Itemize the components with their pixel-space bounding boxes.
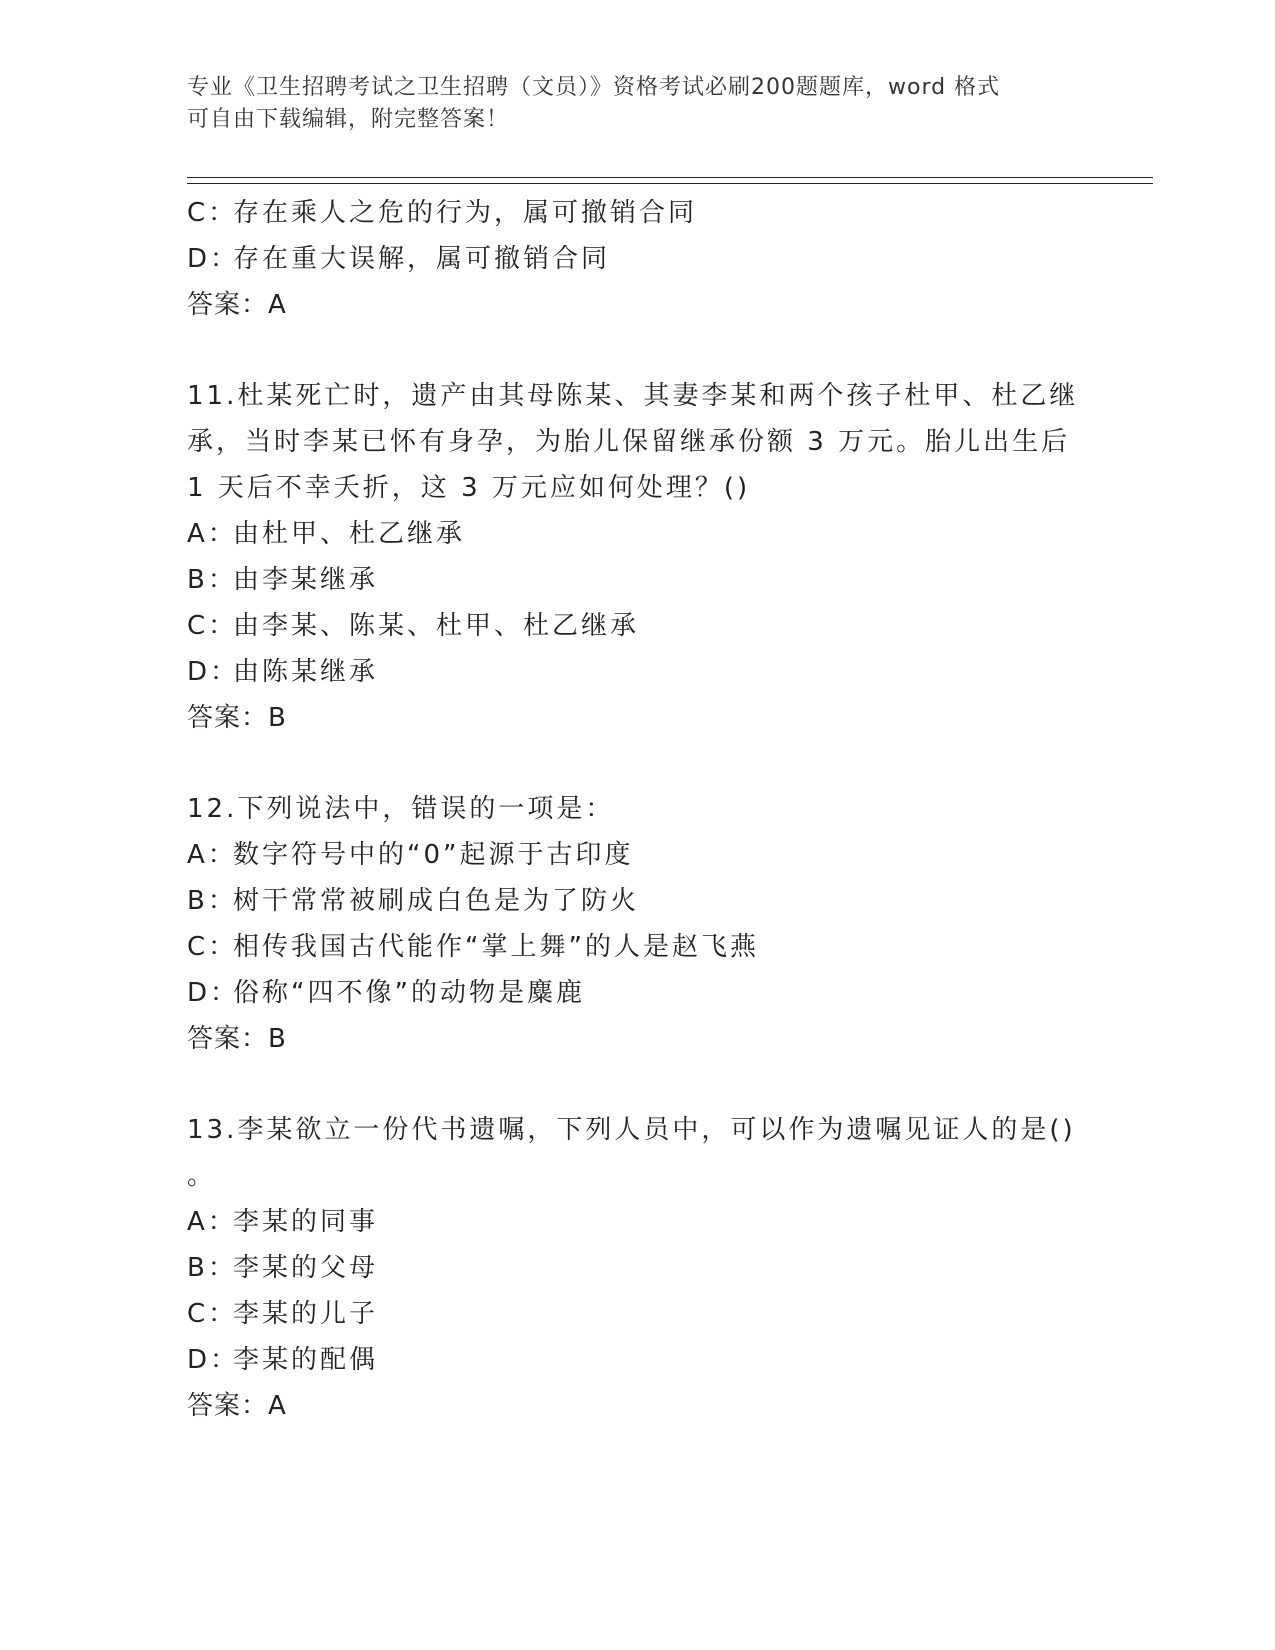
- question-block-11: [187, 373, 1087, 741]
- option-text: 由李某、陈某、杜甲、杜乙继承: [233, 611, 640, 641]
- option-label: D：: [187, 244, 240, 274]
- option-c: [187, 190, 1087, 236]
- option-label: C：: [187, 1299, 238, 1329]
- header-divider-bottom: [187, 183, 1153, 184]
- option-text: 存在重大误解，属可撤销合同: [233, 244, 611, 274]
- question-text-line: 承，当时李某已怀有身孕，为胎儿保留继承份额 3 万元。胎儿出生后: [187, 427, 1071, 457]
- option-text: 李某的同事: [233, 1207, 379, 1237]
- question-list: [187, 190, 1087, 1429]
- question-block-13: [187, 1107, 1087, 1429]
- option-label: A：: [187, 1207, 237, 1237]
- option-text: 数字符号中的“0”起源于古印度: [233, 840, 634, 870]
- document-header: [187, 72, 1067, 136]
- option-b: [187, 878, 1087, 924]
- option-text: 树干常常被刷成白色是为了防火: [233, 886, 640, 916]
- option-c: [187, 603, 1087, 649]
- option-label: B：: [187, 886, 237, 916]
- option-text: 由杜甲、杜乙继承: [233, 519, 466, 549]
- spacer: [187, 328, 1087, 373]
- option-a: [187, 832, 1087, 878]
- answer-line: 答案：A: [187, 290, 287, 320]
- option-text: 存在乘人之危的行为，属可撤销合同: [233, 198, 698, 228]
- option-text: 李某的父母: [233, 1253, 379, 1283]
- answer-line: 答案：A: [187, 1391, 287, 1421]
- option-d: [187, 236, 1087, 282]
- option-label: C：: [187, 932, 238, 962]
- question-text-line: 12.下列说法中，错误的一项是：: [187, 794, 615, 824]
- option-text: 俗称“四不像”的动物是麋鹿: [233, 978, 585, 1008]
- answer-line: 答案：B: [187, 1024, 287, 1054]
- option-label: C：: [187, 198, 238, 228]
- spacer: [187, 1062, 1087, 1107]
- option-text: 由陈某继承: [233, 657, 379, 687]
- option-b: [187, 557, 1087, 603]
- header-line-1: 专业《卫生招聘考试之卫生招聘（文员）》资格考试必刷200题题库，word 格式: [187, 75, 1001, 100]
- option-label: D：: [187, 1345, 240, 1375]
- question-text-line: 13.李某欲立一份代书遗嘱，下列人员中，可以作为遗嘱见证人的是(): [187, 1115, 1076, 1145]
- question-block-prev: [187, 190, 1087, 328]
- option-a: [187, 511, 1087, 557]
- option-text: 由李某继承: [233, 565, 379, 595]
- option-label: A：: [187, 519, 237, 549]
- option-b: [187, 1245, 1087, 1291]
- question-block-12: [187, 786, 1087, 1062]
- option-a: [187, 1199, 1087, 1245]
- option-label: D：: [187, 978, 240, 1008]
- option-label: B：: [187, 565, 237, 595]
- answer-line: 答案：B: [187, 703, 287, 733]
- header-line-2: 可自由下载编辑，附完整答案！: [187, 107, 510, 132]
- question-text-line: 11.杜某死亡时，遗产由其母陈某、其妻李某和两个孩子杜甲、杜乙继: [187, 381, 1079, 411]
- option-d: [187, 649, 1087, 695]
- spacer: [187, 741, 1087, 786]
- option-label: A：: [187, 840, 237, 870]
- option-c: [187, 924, 1087, 970]
- option-c: [187, 1291, 1087, 1337]
- question-text-line: 1 天后不幸夭折，这 3 万元应如何处理？(): [187, 473, 751, 503]
- option-d: [187, 970, 1087, 1016]
- option-text: 李某的儿子: [233, 1299, 379, 1329]
- option-label: D：: [187, 657, 240, 687]
- option-text: 李某的配偶: [233, 1345, 379, 1375]
- option-label: B：: [187, 1253, 237, 1283]
- option-text: 相传我国古代能作“掌上舞”的人是赵飞燕: [233, 932, 759, 962]
- header-divider-top: [187, 177, 1153, 178]
- option-d: [187, 1337, 1087, 1383]
- option-label: C：: [187, 611, 238, 641]
- question-text-line: 。: [187, 1161, 217, 1191]
